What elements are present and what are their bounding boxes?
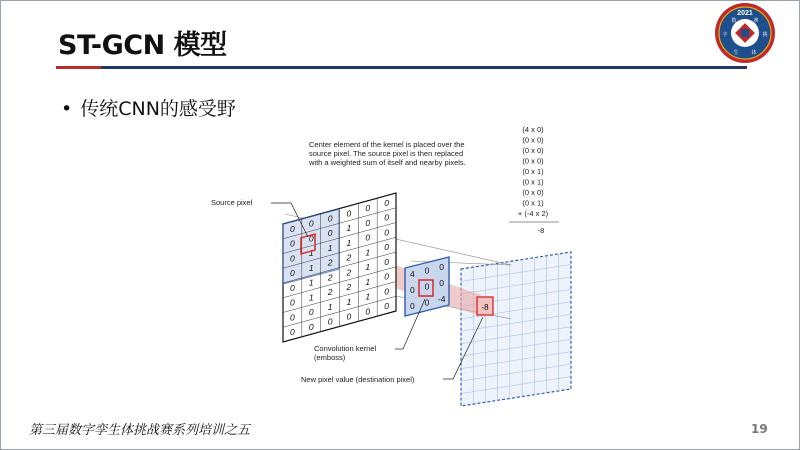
source-cell: 1 (365, 262, 371, 273)
kernel-cell: -4 (437, 293, 446, 304)
source-cell: 2 (327, 257, 333, 268)
logo-char-bottom-right: 体 (751, 50, 757, 56)
calc-line: (0 x 0) (522, 135, 544, 145)
logo-char-bottom-left: 生 (733, 50, 739, 56)
source-cell: 1 (327, 242, 333, 253)
source-cell: 0 (290, 238, 295, 249)
bullet-dot: • (61, 98, 73, 120)
kernel-cell: 0 (439, 277, 445, 288)
kernel-cell: 0 (424, 265, 430, 276)
logo-char-right: 挑 (762, 32, 768, 38)
logo-char-left: 字 (722, 32, 728, 38)
source-cell: 0 (384, 197, 389, 208)
source-cell: 0 (327, 228, 333, 239)
source-cell: 0 (384, 242, 389, 253)
source-cell: 1 (308, 292, 314, 303)
source-cell: 0 (384, 271, 389, 282)
source-cell: 0 (290, 282, 295, 293)
source-cell: 0 (308, 321, 314, 332)
bullet-text: 传统CNN的感受野 (80, 98, 236, 120)
caption-line-1: Center element of the kernel is placed over the (309, 140, 465, 149)
slide-title: ST-GCN 模型 (58, 30, 227, 61)
calc-line: (0 x 0) (522, 156, 544, 166)
source-cell: 0 (290, 312, 295, 323)
source-cell: 0 (365, 232, 371, 243)
source-cell: 1 (308, 277, 314, 288)
kernel-cell: 4 (409, 269, 415, 280)
source-cell: 1 (365, 247, 371, 258)
source-cell: 1 (346, 237, 352, 248)
calc-line: (0 x 1) (522, 198, 544, 208)
source-cell: 0 (290, 297, 295, 308)
source-cell: 0 (365, 217, 371, 228)
source-cell: 2 (327, 272, 333, 283)
kernel-cell: 0 (409, 285, 415, 296)
source-cell: 0 (327, 316, 333, 327)
bullet-point (61, 94, 236, 121)
source-cell: 0 (308, 307, 314, 318)
page-number: 19 (751, 422, 768, 436)
label-new-pixel: New pixel value (destination pixel) (301, 375, 415, 384)
calc-result: -8 (537, 226, 545, 235)
logo-char-top-left: 数 (731, 18, 737, 24)
caption-line-2: source pixel. The source pixel is then replaced (309, 149, 464, 158)
convolution-kernel (405, 257, 449, 316)
label-kernel-2: (emboss) (314, 353, 346, 362)
kernel-cell: 0 (439, 261, 445, 272)
source-cell: 2 (346, 267, 352, 278)
source-cell: 0 (384, 286, 389, 297)
caption-line-3: with a weighted sum of itself and nearby pixels. (309, 158, 466, 167)
source-cell: 1 (308, 262, 314, 273)
label-kernel-1: Convolution kernel (314, 344, 377, 353)
source-cell: 1 (346, 296, 352, 307)
source-cell: 1 (327, 301, 333, 312)
kernel-cell: 0 (424, 281, 430, 292)
source-cell: 0 (308, 218, 314, 229)
convolution-diagram (181, 119, 601, 409)
source-cell: 0 (384, 227, 389, 238)
source-cell: 2 (346, 282, 352, 293)
source-cell: 0 (365, 306, 371, 317)
source-cell: 0 (290, 223, 295, 234)
source-cell: 1 (365, 291, 371, 302)
source-cell: 0 (327, 213, 333, 224)
logo-char-top-right: 赛 (753, 18, 759, 24)
source-cell: 2 (327, 287, 333, 298)
source-cell: 0 (290, 253, 295, 264)
calc-line: (0 x 1) (522, 177, 544, 187)
footer-text: 第三届数字孪生体挑战赛系列培训之五 (29, 423, 251, 438)
label-source-pixel: Source pixel (211, 198, 253, 207)
source-cell: 0 (290, 268, 295, 279)
calc-line: + (-4 x 2) (517, 209, 549, 218)
competition-logo (714, 2, 776, 64)
title-underline-navy (101, 66, 747, 69)
kernel-cell: 0 (409, 301, 415, 312)
source-cell: 1 (365, 276, 371, 287)
calc-line: (4 x 0) (522, 125, 544, 134)
calc-line: (0 x 0) (522, 146, 544, 155)
weighted-sum-calculation (518, 125, 549, 218)
calc-line: (0 x 0) (522, 188, 544, 197)
source-cell: 0 (384, 301, 389, 312)
source-cell: 0 (384, 212, 389, 223)
destination-value: -8 (481, 303, 489, 312)
source-cell: 0 (365, 203, 371, 214)
source-cell: 1 (346, 223, 352, 234)
source-cell: 1 (308, 248, 314, 259)
kernel-cell: 0 (424, 297, 430, 308)
title-underline-red (56, 66, 101, 69)
source-grid (283, 193, 396, 342)
logo-year: 2021 (737, 10, 753, 17)
source-cell: 0 (346, 311, 352, 322)
calc-line: (0 x 1) (522, 167, 544, 176)
source-cell: 0 (308, 233, 314, 244)
source-cell: 0 (290, 327, 295, 338)
source-cell: 2 (346, 252, 352, 263)
source-cell: 0 (346, 208, 352, 219)
source-cell: 0 (384, 256, 389, 267)
